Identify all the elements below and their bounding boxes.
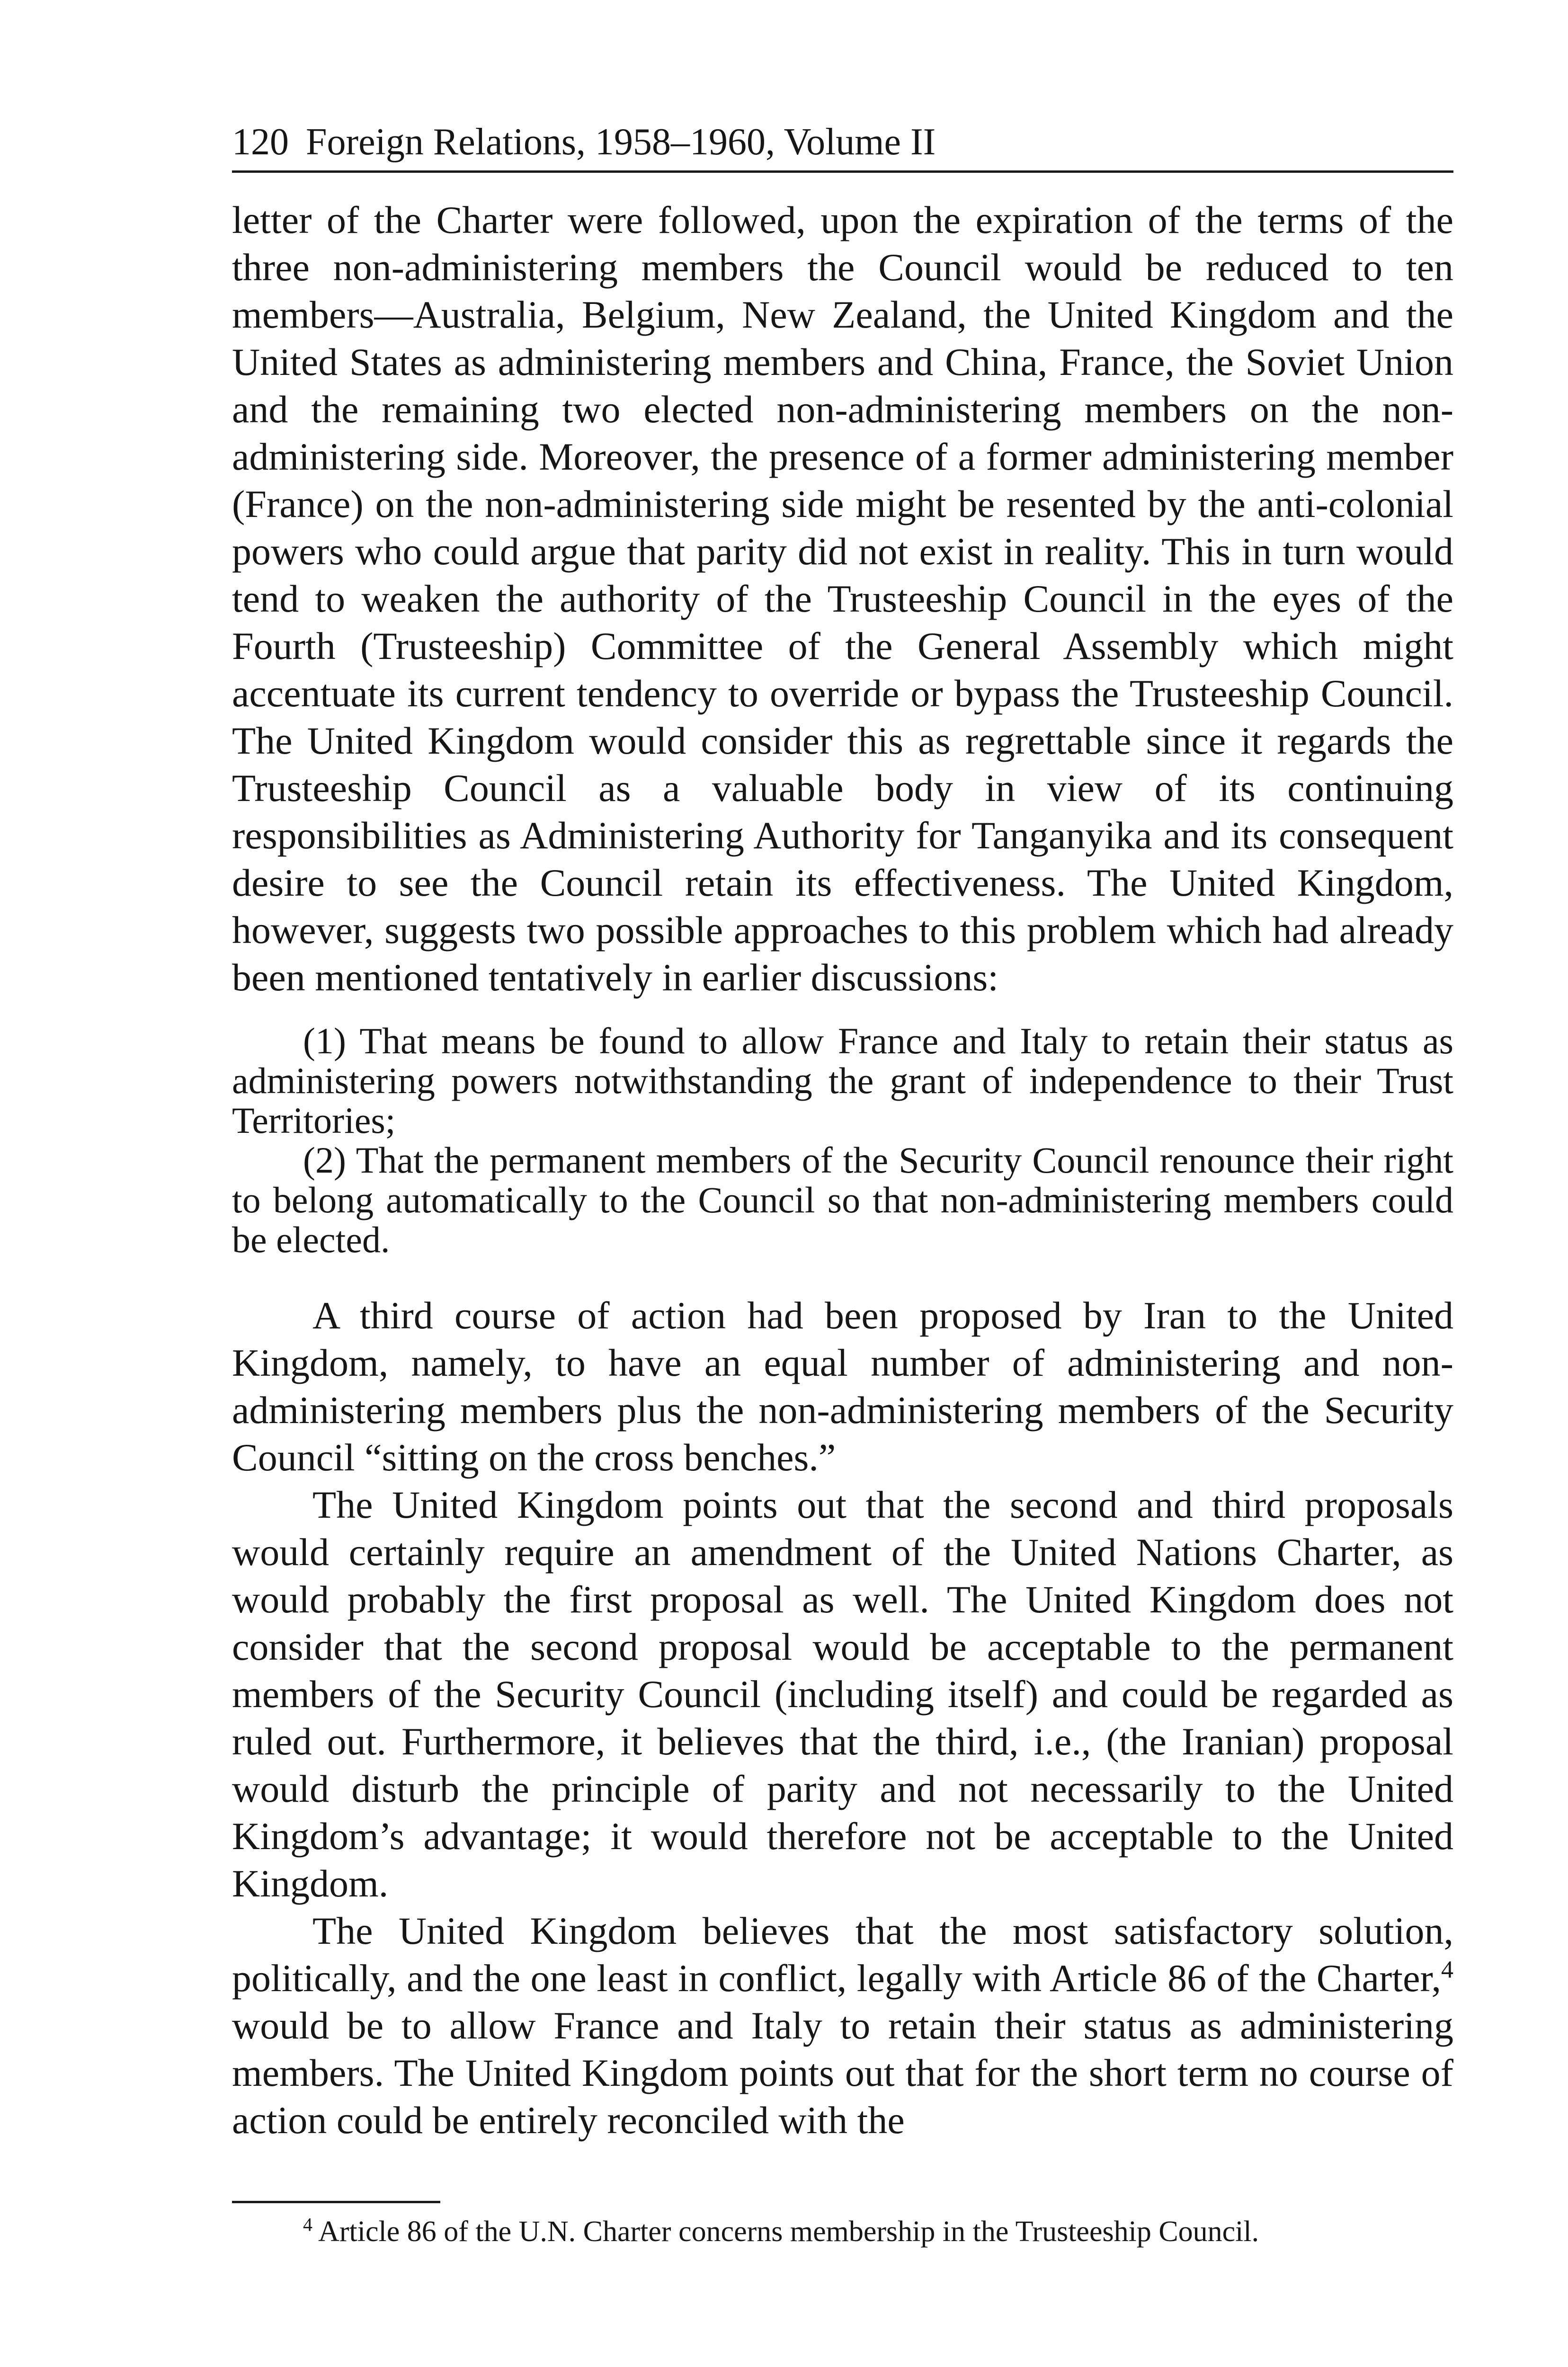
paragraph-3: The United Kingdom points out that the second and third proposals would certainly require an amendment of the United Nations Charter, as would probably the first proposal as well. The United Kingdom does not consider that the second proposal would be acceptable to the permanent members of the Security Council (including itself) and could be regarded as ruled out. Furthermore, it believes that the third, i.e., (the Iranian) proposal would disturb the principle of parity and not necessarily to the United Kingdom’s advantage; it would therefore not be acceptable to the United Kingdom.	[232, 1483, 1453, 1905]
quote-item-1: (1) That means be found to allow France and Italy to retain their status as administering powers notwithstanding the grant of independence to their Trust Territories;	[232, 1020, 1453, 1141]
footnote-text: Article 86 of the U.N. Charter concerns membership in the Trusteeship Council.	[312, 2216, 1259, 2248]
body-text	[232, 196, 1453, 2144]
running-title: Foreign Relations, 1958–1960, Volume II	[306, 121, 936, 163]
paragraph-4	[232, 1907, 1453, 2144]
footnote-marker: 4	[303, 2214, 312, 2235]
document-page	[232, 114, 1453, 2251]
footnote	[232, 2213, 1453, 2251]
paragraph-2: A third course of action had been proposed by Iran to the United Kingdom, namely, to have an equal number of administering and non-administering members plus the non-administering members of the Security Council “sitting on the cross benches.”	[232, 1294, 1453, 1479]
footnote-divider	[232, 2201, 440, 2203]
block-quote	[232, 1021, 1453, 1260]
running-header	[232, 114, 1453, 173]
paragraph-4-text-end: would be to allow France and Italy to retain their status as administering members. The United Kingdom points out that for the short term no course of action could be entirely reconciled with the	[232, 2004, 1453, 2142]
page-number: 120	[232, 121, 289, 163]
footnote-reference: 4	[1441, 1956, 1453, 1984]
quote-item-2: (2) That the permanent members of the Security Council renounce their right to belong automatically to the Council so that non-administering members could be elected.	[232, 1139, 1453, 1260]
paragraph-1: letter of the Charter were followed, upon the expiration of the terms of the three non-administering members the Council would be reduced to ten members—Australia, Belgium, New Zealand, the United Kingdom and the United States as administering members and China, France, the Soviet Union and the remaining two elected non-administering members on the non-administering side. Moreover, the presence of a former administering member (France) on the non-administering side might be resented by the anti-colonial powers who could argue that parity did not exist in reality. This in turn would tend to weaken the authority of the Trusteeship Council in the eyes of the Fourth (Trusteeship) Committee of the General Assembly which might accentuate its current tendency to override or bypass the Trusteeship Council. The United Kingdom would consider this as regrettable since it regards the Trusteeship Council as a valuable body in view of its continuing responsibilities as Administering Authority for Tanganyika and its consequent desire to see the Council retain its effectiveness. The United Kingdom, however, suggests two possible approaches to this problem which had already been mentioned tentatively in earlier discussions:	[232, 198, 1453, 999]
paragraph-4-text-start: The United Kingdom believes that the most satisfactory solution, politically, and the one least in conflict, legally with Article 86 of the Charter,	[232, 1909, 1453, 2000]
